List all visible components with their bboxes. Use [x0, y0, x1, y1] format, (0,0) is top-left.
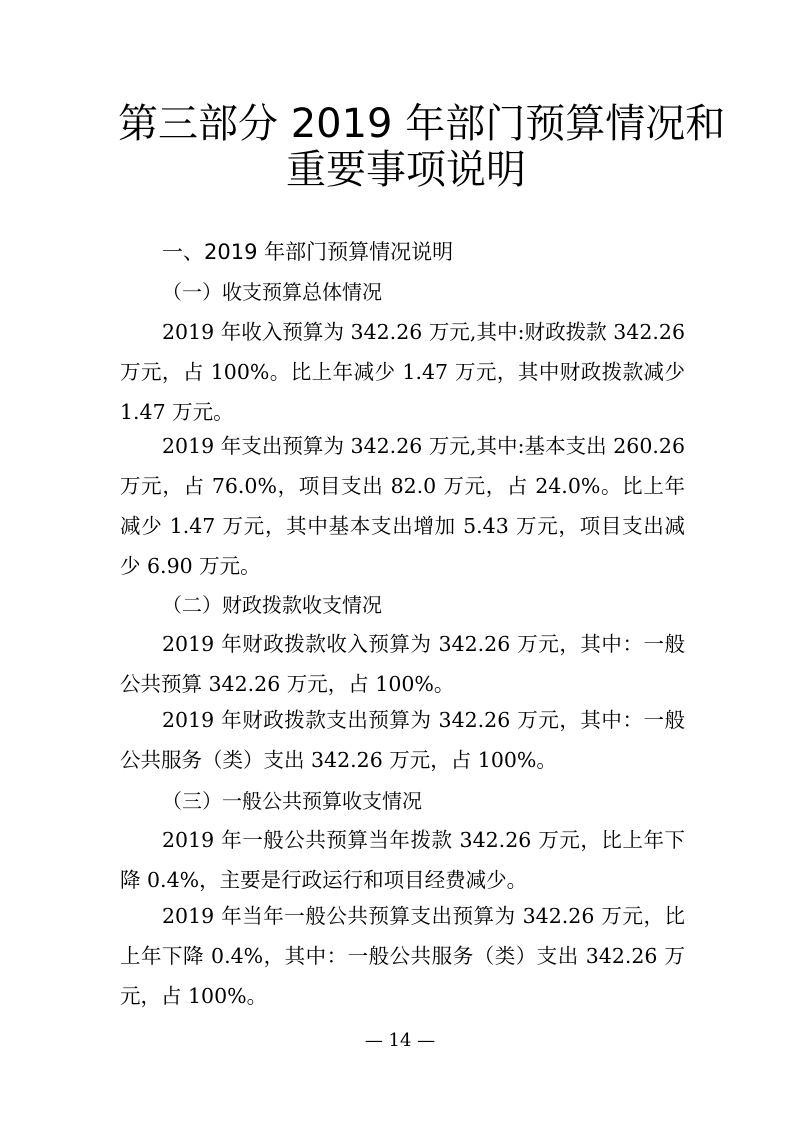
section-heading: 一、2019 年部门预算情况说明	[162, 240, 454, 264]
paragraph-general-public-allocation: 2019 年一般公共预算当年拨款 342.26 万元，比上年下降 0.4%，主要是行政运行和项目经费减少。	[120, 828, 685, 892]
subsection-heading-general-public: （三）一般公共预算收支情况	[162, 789, 422, 813]
paragraph-fiscal-income: 2019 年财政拨款收入预算为 342.26 万元，其中：一般公共预算 342.26 万元，占 100%。	[120, 632, 685, 696]
paragraph-expenditure-budget: 2019 年支出预算为 342.26 万元,其中:基本支出 260.26 万元，占 76.0%，项目支出 82.0 万元，占 24.0%。比上年减少 1.47 万元，其中基本支出增加 5.43 万元，项目支出减少 6.90 万元。	[120, 434, 685, 578]
paragraph-income-budget: 2019 年收入预算为 342.26 万元,其中:财政拨款 342.26 万元，占 100%。比上年减少 1.47 万元，其中财政拨款减少 1.47 万元。	[120, 320, 685, 424]
paragraph-fiscal-expenditure: 2019 年财政拨款支出预算为 342.26 万元，其中：一般公共服务（类）支出 342.26 万元，占 100%。	[120, 708, 685, 772]
page-title-line-1: 第三部分 2019 年部门预算情况和	[118, 101, 726, 147]
subsection-heading-overview: （一）收支预算总体情况	[162, 280, 382, 304]
page-title-line-2: 重要事项说明	[286, 147, 526, 193]
subsection-heading-fiscal: （二）财政拨款收支情况	[162, 593, 382, 617]
paragraph-general-public-expenditure: 2019 年当年一般公共预算支出预算为 342.26 万元，比上年下降 0.4%，其中：一般公共服务（类）支出 342.26 万元，占 100%。	[120, 904, 685, 1008]
page-number: — 14 —	[364, 1030, 436, 1051]
